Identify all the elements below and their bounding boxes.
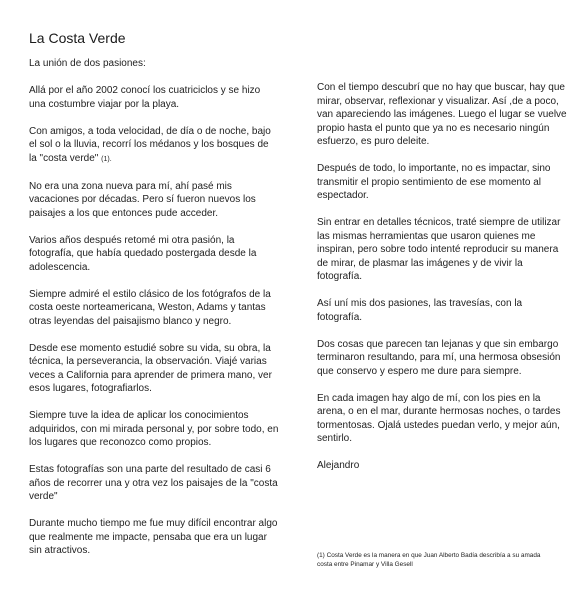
paragraph: Estas fotografías son una parte del resultado de casi 6 años de recorrer una y otra vez los paisajes de la "costa verde" bbox=[29, 464, 278, 502]
paragraph-text: Con amigos, a toda velocidad, de día o de noche, bajo el sol o la lluvia, recorrí los médanos y los bosques de la "costa verde" bbox=[29, 125, 271, 164]
paragraph: No era una zona nueva para mí, ahí pasé mis vacaciones por décadas. Pero sí fueron nuevos los paisajes a los que entonces pude acceder. bbox=[29, 180, 256, 219]
paragraph: Durante mucho tiempo me fue muy difícil encontrar algo que realmente me impacte, pensaba que era un lugar sin atractivos. bbox=[29, 518, 278, 556]
left-column bbox=[29, 57, 279, 571]
signature: Alejandro bbox=[317, 460, 360, 471]
footnote-reference: (1). bbox=[101, 155, 112, 163]
paragraph: Allá por el año 2002 conocí los cuatriciclos y se hizo una costumbre viajar por la playa. bbox=[29, 85, 261, 110]
paragraph bbox=[29, 125, 279, 167]
paragraph: Desde ese momento estudié sobre su vida, su obra, la técnica, la perseverancia, la observación. Viajé varias veces a California para aprender de primera mano, ver esos lugares, fotografiarlos. bbox=[29, 342, 272, 394]
footnote: (1) Costa Verde es la manera en que Juan Alberto Badía describía a su amada costa entre Pinamar y Villa Gesell bbox=[317, 552, 541, 568]
right-column bbox=[317, 81, 567, 486]
subtitle: La unión de dos pasiones: bbox=[29, 58, 146, 69]
paragraph: Con el tiempo descubrí que no hay que buscar, hay que mirar, observar, reflexionar y visualizar. Así ,de a poco, van apareciendo las imágenes. Luego el lugar se vuelve propio hasta el punto que ya no es necesario ningún esfuerzo, es puro deleite. bbox=[317, 82, 567, 147]
paragraph: Varios años después retomé mi otra pasión, la fotografía, que había quedado postergada desde la adolescencia. bbox=[29, 234, 257, 273]
paragraph: Así uní mis dos pasiones, las travesías, con la fotografía. bbox=[317, 298, 523, 323]
paragraph: Sin entrar en detalles técnicos, traté siempre de utilizar las mismas herramientas que usaron quienes me inspiran, pero sobre todo intenté reproducir su manera de mirar, de plasmar las imágenes y de vivir la fotografía. bbox=[317, 217, 561, 282]
paragraph: Después de todo, lo importante, no es impactar, sino transmitir el propio sentimiento de ese momento al espectador. bbox=[317, 163, 551, 201]
page-title: La Costa Verde bbox=[29, 30, 126, 46]
paragraph: Dos cosas que parecen tan lejanas y que sin embargo terminaron resultando, para mí, una hermosa obsesión que conservo y espero me dure para siempre. bbox=[317, 338, 561, 377]
paragraph: Siempre admiré el estilo clásico de los fotógrafos de la costa oeste norteamericana, Weston, Adams y tantas otras leyendas del paisajismo blanco y negro. bbox=[29, 288, 271, 327]
paragraph: Siempre tuve la idea de aplicar los conocimientos adquiridos, con mi mirada personal y, por sobre todo, en los lugares que reconozco como propios. bbox=[29, 410, 279, 448]
paragraph: En cada imagen hay algo de mí, con los pies en la arena, o en el mar, durante hermosas noches, o tardes tormentosas. Ojalá ustedes puedan verlo, y mejor aún, sentirlo. bbox=[317, 392, 561, 444]
